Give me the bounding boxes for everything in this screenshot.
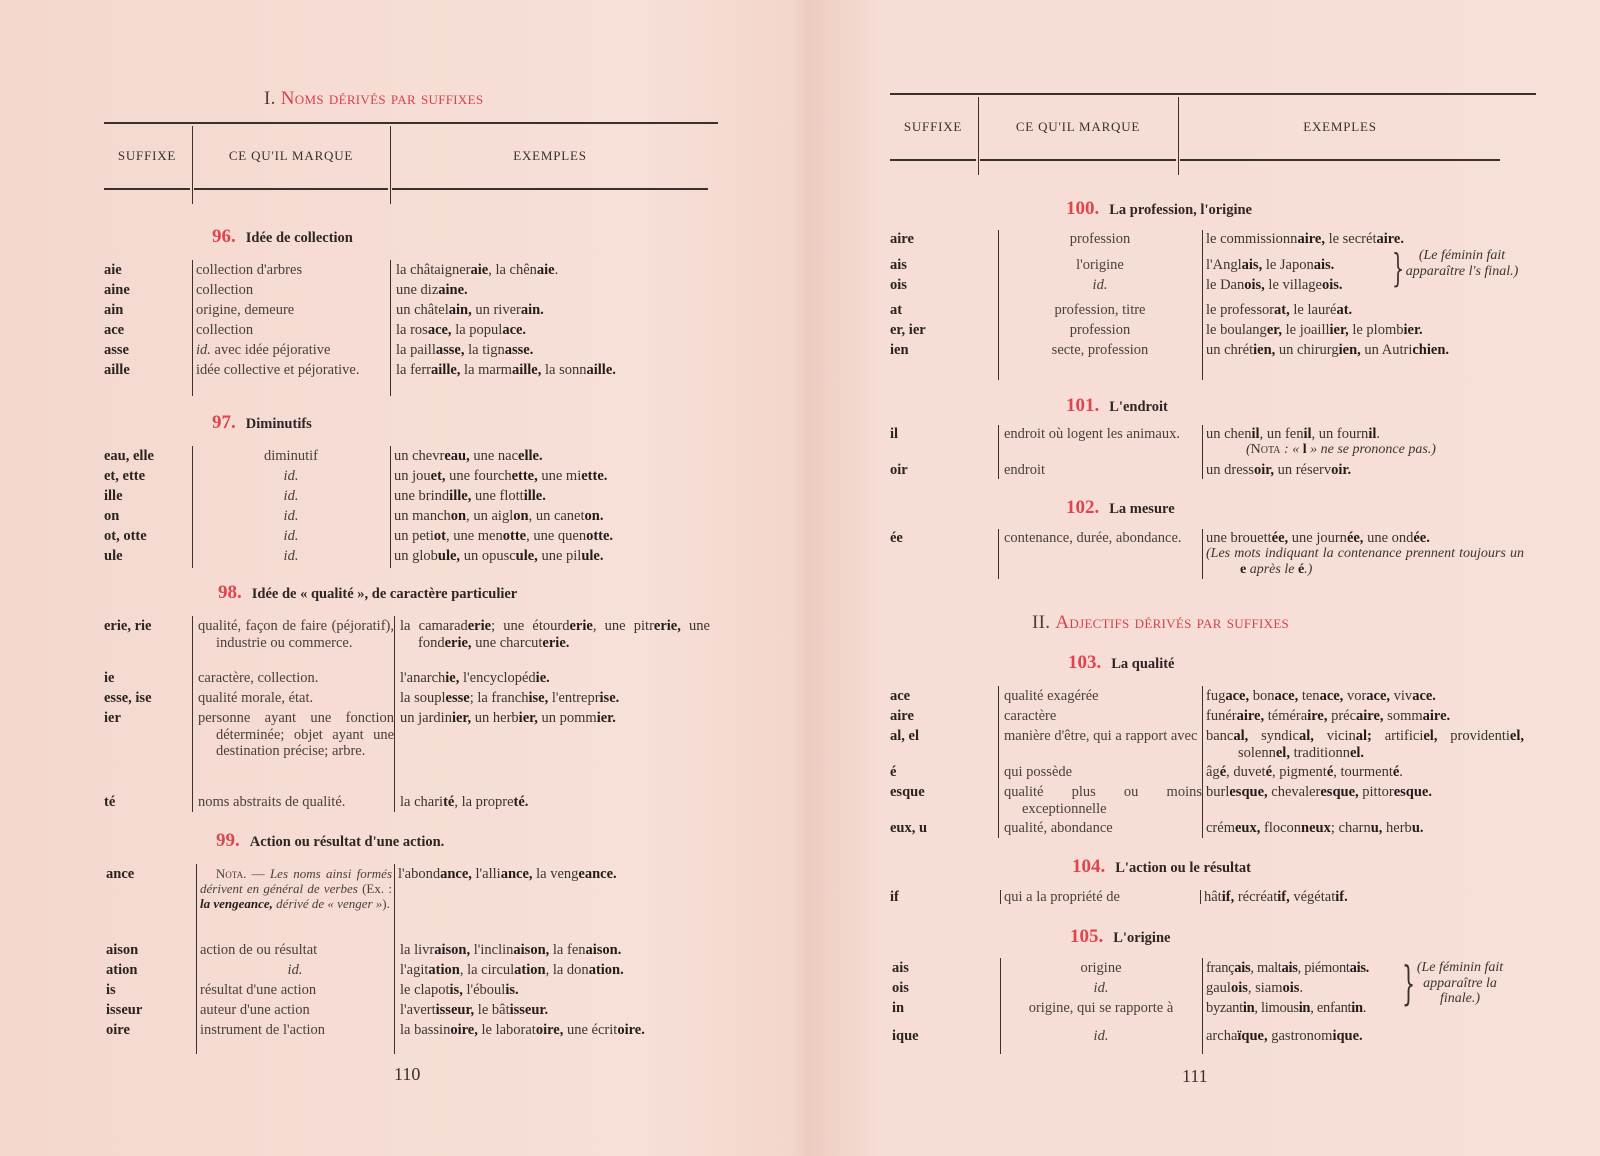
- suffix: ais: [892, 960, 909, 976]
- header-rule-bottom: [104, 188, 190, 190]
- meaning: profession: [1069, 231, 1131, 247]
- header-divider: [978, 97, 979, 175]
- meaning: endroit où logent les animaux.: [1004, 426, 1180, 442]
- section-title-102: [1066, 497, 1175, 519]
- meaning: qualité plus ou moins exceptionnelle: [1004, 784, 1202, 817]
- examples: archaïque, gastronomique.: [1206, 1028, 1363, 1044]
- meaning: id.: [283, 528, 299, 544]
- section-number: 98.: [218, 582, 242, 603]
- meaning: id.: [1092, 277, 1108, 293]
- meaning: manière d'être, qui a rapport avec: [1004, 728, 1198, 744]
- section-heading: L'action ou le résultat: [1115, 860, 1251, 876]
- meaning: origine: [1080, 960, 1122, 976]
- examples: une brouettée, une journée, une ondée.: [1206, 530, 1430, 546]
- examples: un chrétien, un chirurgien, un Autrichien.: [1206, 342, 1450, 358]
- examples: la souplesse; la franchise, l'entreprise.: [400, 690, 620, 706]
- examples: un dressoir, un réservoir.: [1206, 462, 1352, 478]
- column-divider: [394, 616, 395, 812]
- suffix: ain: [104, 302, 124, 318]
- examples: l'anarchie, l'encyclopédie.: [400, 670, 550, 686]
- examples: l'agitation, la circulation, la donation.: [400, 962, 624, 978]
- meaning: contenance, durée, abondance.: [1004, 530, 1182, 546]
- header-rule-bottom: [890, 159, 976, 161]
- column-divider: [998, 425, 999, 479]
- section-heading: La qualité: [1111, 656, 1175, 672]
- examples: la châtaigneraie, la chênaie.: [396, 262, 559, 278]
- header-rule-bottom: [194, 188, 388, 190]
- examples: l'abondance, l'alliance, la vengeance.: [398, 866, 617, 882]
- suffix: ier: [104, 710, 121, 726]
- column-divider: [192, 616, 193, 812]
- page-number: 110: [394, 1064, 421, 1084]
- examples: l'Anglais, le Japonais.: [1206, 257, 1335, 273]
- meaning: id.: [283, 468, 299, 484]
- meaning: endroit: [1004, 462, 1046, 478]
- suffix: et, ette: [104, 468, 146, 484]
- suffix: ation: [106, 962, 138, 978]
- section-heading: Diminutifs: [245, 416, 312, 432]
- meaning: origine, qui se rapporte à: [1028, 1000, 1174, 1016]
- section-number: 105.: [1070, 926, 1104, 947]
- suffix: al, el: [890, 728, 919, 744]
- suffix: il: [890, 426, 899, 442]
- meaning: qui a la propriété de: [1004, 889, 1120, 905]
- column-divider: [196, 864, 197, 1054]
- meaning: personne ayant une fonction déterminée; objet ayant une destination précise; arbre.: [198, 710, 394, 759]
- column-divider: [998, 529, 999, 579]
- suffix: on: [104, 508, 120, 524]
- meaning: id.: [287, 962, 303, 978]
- header-ce-qu-il-marque: CE QU'IL MARQUE: [228, 148, 354, 163]
- meaning: instrument de l'action: [200, 1022, 326, 1038]
- section-heading: Idée de « qualité », de caractère particulier: [251, 586, 518, 602]
- suffix: aison: [106, 942, 139, 958]
- header-rule-bottom: [980, 159, 1176, 161]
- header-rule-top: [890, 93, 1536, 95]
- meaning: id.: [283, 508, 299, 524]
- section-number: 100.: [1066, 198, 1100, 219]
- suffix: ois: [892, 980, 909, 996]
- meaning: qualité, abondance: [1004, 820, 1113, 836]
- examples: une brindille, une flottille.: [394, 488, 546, 504]
- section-title-105: [1070, 926, 1170, 948]
- suffix: isseur: [106, 1002, 143, 1018]
- meaning: qualité, façon de faire (péjoratif), industrie ou commerce.: [198, 618, 394, 651]
- suffix: aie: [104, 262, 122, 278]
- examples: la charité, la propreté.: [400, 794, 529, 810]
- header-suffixe: SUFFIXE: [903, 119, 963, 134]
- header-exemples: EXEMPLES: [1303, 119, 1377, 134]
- examples: fugace, bonace, tenace, vorace, vivace.: [1206, 688, 1436, 704]
- section-heading: La mesure: [1109, 501, 1175, 517]
- suffix: esse, ise: [104, 690, 152, 706]
- column-divider: [1202, 958, 1203, 1054]
- examples: funéraire, téméraire, précaire, sommaire.: [1206, 708, 1451, 724]
- suffix: ot, otte: [104, 528, 147, 544]
- brace-icon: }: [1402, 956, 1416, 1010]
- part-title-nouns: [264, 88, 483, 110]
- meaning: résultat d'une action: [200, 982, 317, 998]
- meaning: action de ou résultat: [200, 942, 318, 958]
- meaning: id.: [1093, 980, 1109, 996]
- meaning: profession, titre: [1054, 302, 1146, 318]
- column-divider: [1202, 230, 1203, 380]
- examples: la paillasse, la tignasse.: [396, 342, 534, 358]
- examples: crémeux, floconneux; charnu, herbu.: [1206, 820, 1424, 836]
- meaning: id.: [1093, 1028, 1109, 1044]
- examples: byzantin, limousin, enfantin.: [1206, 1000, 1367, 1016]
- side-note: (Le féminin fait apparaître l's final.): [1405, 248, 1519, 279]
- section-title-104: [1072, 856, 1251, 878]
- examples: un châtelain, un riverain.: [396, 302, 544, 318]
- header-rule-bottom: [1180, 159, 1500, 161]
- suffix: ien: [890, 342, 909, 358]
- examples: l'avertisseur, le bâtisseur.: [400, 1002, 549, 1018]
- section-heading: L'endroit: [1109, 399, 1168, 415]
- suffix: é: [890, 764, 897, 780]
- meaning: collection: [196, 322, 254, 338]
- left-page: [104, 0, 718, 1156]
- examples: la rosace, la populace.: [396, 322, 527, 338]
- examples: le commissionnaire, le secrétaire.: [1206, 231, 1404, 247]
- meaning: idée collective et péjorative.: [196, 362, 360, 378]
- suffix: ais: [890, 257, 907, 273]
- suffix: ique: [892, 1028, 919, 1044]
- section-title-103: [1068, 652, 1175, 674]
- meaning: collection: [196, 282, 254, 298]
- examples: la bassinoire, le laboratoire, une écritoire.: [400, 1022, 645, 1038]
- meaning: qualité exagérée: [1004, 688, 1099, 704]
- suffix: erie, rie: [104, 618, 152, 634]
- examples: une dizaine.: [396, 282, 468, 298]
- note: (Nota : « l » ne se prononce pas.): [1246, 442, 1436, 457]
- suffix: eau, elle: [104, 448, 154, 464]
- column-divider: [998, 230, 999, 380]
- examples: un chenil, un fenil, un fournil.: [1206, 426, 1380, 442]
- meaning-nota: Nota. — Les noms ainsi formés dérivent en général de verbes (Ex. : la vengeance, dérivé de « venger »).: [200, 866, 393, 911]
- examples: le professorat, le lauréat.: [1206, 302, 1353, 318]
- side-note: (Le féminin fait apparaître la finale.): [1416, 960, 1504, 1006]
- section-heading: Action ou résultat d'une action.: [249, 834, 445, 850]
- column-divider: [390, 260, 391, 396]
- examples: un manchon, un aiglon, un caneton.: [394, 508, 604, 524]
- section-title-97: [212, 412, 312, 434]
- examples: un petiot, une menotte, une quenotte.: [394, 528, 614, 544]
- column-divider: [1202, 529, 1203, 579]
- section-title-98: [218, 582, 517, 604]
- meaning: id.: [283, 488, 299, 504]
- examples: burlesque, chevaleresque, pittoresque.: [1206, 784, 1432, 800]
- header-rule-bottom: [392, 188, 708, 190]
- section-title-101: [1066, 395, 1168, 417]
- meaning: origine, demeure: [196, 302, 295, 318]
- suffix: oire: [106, 1022, 130, 1038]
- right-page: [890, 0, 1528, 1156]
- examples: le clapotis, l'éboulis.: [400, 982, 519, 998]
- examples: la livraison, l'inclinaison, la fenaison.: [400, 942, 622, 958]
- suffix: ois: [890, 277, 907, 293]
- suffix: oir: [890, 462, 908, 478]
- column-divider: [1000, 890, 1001, 904]
- header-exemples: EXEMPLES: [513, 148, 587, 163]
- column-divider: [192, 446, 193, 568]
- section-number: 99.: [216, 830, 240, 851]
- suffix: eux, u: [890, 820, 928, 836]
- section-number: 103.: [1068, 652, 1102, 673]
- examples: un globule, un opuscule, une pilule.: [394, 548, 604, 564]
- part-number: I.: [264, 88, 276, 109]
- header-divider: [1178, 97, 1179, 175]
- suffix: esque: [890, 784, 925, 800]
- column-divider: [1200, 890, 1201, 904]
- suffix: té: [104, 794, 116, 810]
- section-title-99: [216, 830, 444, 852]
- examples: âgé, duveté, pigmenté, tourmenté.: [1206, 764, 1403, 780]
- meaning: id.: [283, 548, 299, 564]
- section-number: 104.: [1072, 856, 1106, 877]
- examples: un jardinier, un herbier, un pommier.: [400, 710, 616, 726]
- examples: un jouet, une fourchette, une miette.: [394, 468, 608, 484]
- brace-icon: }: [1392, 246, 1405, 290]
- part-title-text: Noms dérivés par suffixes: [280, 88, 484, 109]
- section-title-96: [212, 226, 353, 248]
- page-number: 111: [1182, 1066, 1208, 1086]
- meaning: qualité morale, état.: [198, 690, 314, 706]
- suffix: ule: [104, 548, 123, 564]
- column-divider: [1202, 686, 1203, 838]
- header-ce-qu-il-marque: CE QU'IL MARQUE: [1015, 119, 1141, 134]
- meaning: diminutif: [264, 448, 318, 464]
- part-title-text: Adjectifs dérivés par suffixes: [1055, 612, 1290, 633]
- meaning: qui possède: [1004, 764, 1073, 780]
- suffix: aire: [890, 231, 914, 247]
- examples: la camaraderie; une étourderie, une pitrerie, une fonderie, une charcuterie.: [400, 618, 710, 651]
- section-number: 101.: [1066, 395, 1100, 416]
- suffix: ance: [106, 866, 135, 882]
- meaning: auteur d'une action: [200, 1002, 310, 1018]
- suffix: aille: [104, 362, 130, 378]
- suffix: ée: [890, 530, 903, 546]
- meaning: collection d'arbres: [196, 262, 303, 278]
- note: (Les mots indiquant la contenance prennent toujours un e après le é.): [1206, 546, 1524, 577]
- section-title-100: [1066, 198, 1252, 220]
- examples: le boulanger, le joaillier, le plombier.: [1206, 322, 1423, 338]
- suffix: ille: [104, 488, 123, 504]
- table-header: [890, 93, 1536, 175]
- section-number: 97.: [212, 412, 236, 433]
- section-heading: Idée de collection: [245, 230, 353, 246]
- suffix: ace: [104, 322, 125, 338]
- part-title-adjectives: [1032, 612, 1289, 634]
- suffix: er, ier: [890, 322, 926, 338]
- column-divider: [998, 686, 999, 838]
- suffix: ie: [104, 670, 115, 686]
- examples: la ferraille, la marmaille, la sonnaille.: [396, 362, 616, 378]
- examples: bancal, syndical, vicinal; artificiel, providentiel, solennel, traditionnel.: [1206, 728, 1524, 761]
- suffix: aire: [890, 708, 914, 724]
- header-divider: [192, 126, 193, 204]
- examples: gaulois, siamois.: [1206, 980, 1304, 996]
- meaning: profession: [1069, 322, 1131, 338]
- suffix: if: [890, 889, 899, 905]
- part-number: II.: [1032, 612, 1051, 633]
- column-divider: [390, 446, 391, 568]
- suffix: in: [892, 1000, 905, 1016]
- examples: un chevreau, une nacelle.: [394, 448, 543, 464]
- suffix: at: [890, 302, 903, 318]
- meaning: l'origine: [1076, 257, 1124, 273]
- meaning: caractère, collection.: [198, 670, 319, 686]
- suffix: is: [106, 982, 116, 998]
- section-number: 96.: [212, 226, 236, 247]
- meaning: id. avec idée péjorative: [196, 342, 331, 358]
- examples: français, maltais, piémontais.: [1206, 960, 1370, 976]
- section-number: 102.: [1066, 497, 1100, 518]
- header-suffixe: SUFFIXE: [117, 148, 177, 163]
- suffix: asse: [104, 342, 129, 358]
- column-divider: [1202, 425, 1203, 479]
- table-header: [104, 122, 718, 204]
- meaning: secte, profession: [1051, 342, 1149, 358]
- suffix: aine: [104, 282, 130, 298]
- column-divider: [394, 864, 395, 1054]
- section-heading: La profession, l'origine: [1109, 202, 1252, 218]
- column-divider: [192, 260, 193, 396]
- meaning: caractère: [1004, 708, 1057, 724]
- header-divider: [390, 126, 391, 204]
- examples: hâtif, récréatif, végétatif.: [1204, 889, 1348, 905]
- examples: le Danois, le villageois.: [1206, 277, 1343, 293]
- suffix: ace: [890, 688, 911, 704]
- header-rule-top: [104, 122, 718, 124]
- meaning: noms abstraits de qualité.: [198, 794, 346, 810]
- section-heading: L'origine: [1113, 930, 1171, 946]
